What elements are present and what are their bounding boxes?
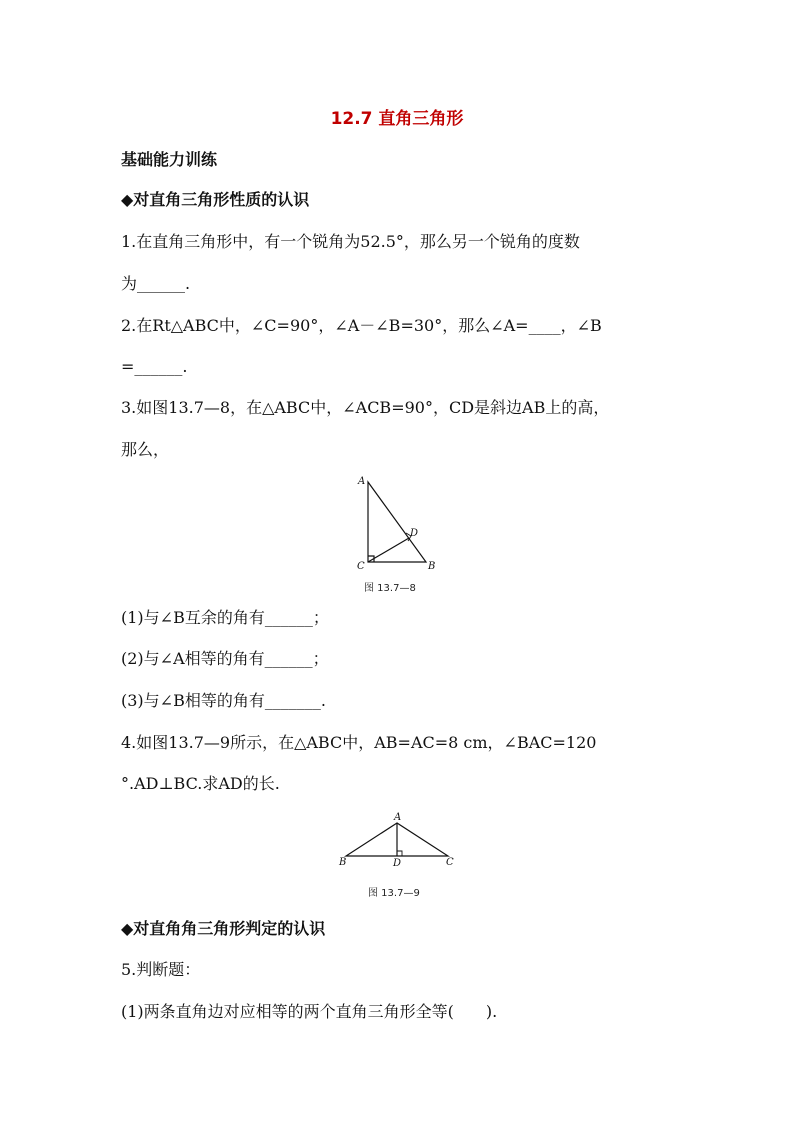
question-5-sub-1: (1)两条直角边对应相等的两个直角三角形全等( ).: [121, 1002, 498, 1021]
question-5-line-1: 5.判断题：: [121, 960, 201, 979]
question-3-sub-2: (2)与∠A相等的角有______；: [121, 649, 329, 668]
label-b: B: [428, 561, 436, 572]
section-heading: 基础能力训练: [121, 150, 218, 169]
topic-heading-criteria: ◆对直角角三角形判定的认识: [121, 919, 326, 938]
question-4-line-1: 4.如图13.7—9所示，在△ABC中，AB=AC=8 cm，∠BAC=120: [121, 733, 597, 752]
question-2-line-2: =______.: [121, 357, 188, 376]
triangle-abc: [368, 482, 426, 562]
figure-13-7-9: [330, 810, 470, 870]
question-1-line-1: 1.在直角三角形中，有一个锐角为52.5°，那么另一个锐角的度数: [121, 232, 580, 251]
label-b: B: [339, 857, 347, 868]
label-c: C: [357, 561, 365, 572]
right-angle-mark-d: [397, 851, 402, 856]
label-d: D: [410, 528, 419, 539]
label-c: C: [446, 857, 454, 868]
label-d: D: [393, 858, 402, 869]
topic-heading-properties: ◆对直角三角形性质的认识: [121, 190, 310, 209]
question-3-sub-1: (1)与∠B互余的角有______；: [121, 608, 329, 627]
question-2-line-1: 2.在Rt△ABC中，∠C=90°，∠A－∠B=30°，那么∠A=____，∠B: [121, 316, 602, 335]
figure-13-7-9-caption: 图 13.7—9: [368, 888, 420, 899]
question-1-line-2: 为______.: [121, 274, 191, 293]
question-3-line-2: 那么，: [121, 440, 170, 459]
figure-13-7-8-caption: 图 13.7—8: [364, 583, 416, 594]
page-title: 12.7 直角三角形: [330, 109, 464, 129]
question-3-line-1: 3.如图13.7—8，在△ABC中，∠ACB=90°，CD是斜边AB上的高，: [121, 398, 610, 417]
question-4-line-2: °.AD⊥BC.求AD的长.: [121, 774, 280, 793]
label-a: A: [358, 476, 366, 487]
label-a: A: [394, 812, 402, 823]
figure-13-7-8: [350, 472, 440, 572]
question-3-sub-3: (3)与∠B相等的角有_______.: [121, 691, 326, 710]
